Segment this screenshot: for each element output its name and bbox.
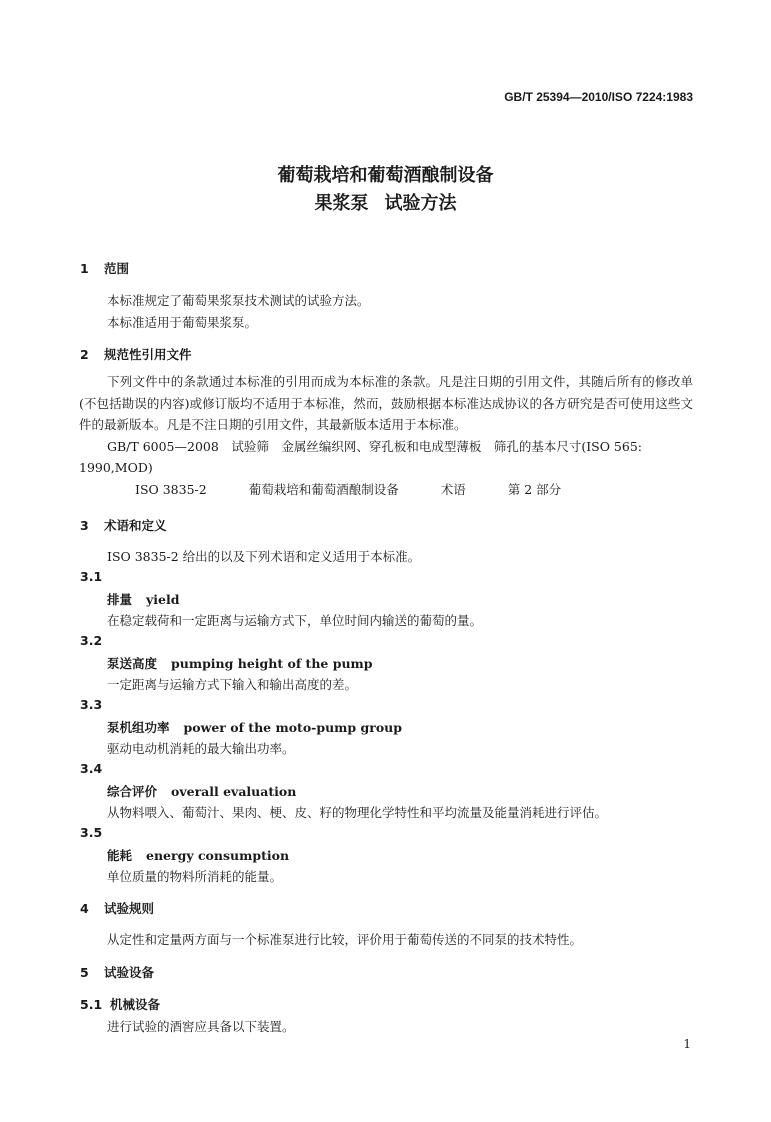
section-5-para: 进行试验的酒窖应具备以下装置。 [107, 1019, 295, 1034]
term-number: 3.2 [80, 633, 103, 648]
section-3-heading: 3 术语和定义 [80, 518, 167, 533]
reference-gbt-6005-cont: 1990,MOD) [79, 460, 153, 475]
section-4-heading: 4 试验规则 [80, 901, 155, 916]
subsection-5-1-heading: 5.1 机械设备 [80, 997, 161, 1012]
title-part-pulp-pump: 果浆泵 [314, 193, 369, 214]
section-1-para-2: 本标准适用于葡萄果浆泵。 [107, 315, 258, 330]
term-heading: 综合评价 overall evaluation [107, 784, 297, 799]
section-5-heading: 5 试验设备 [80, 965, 155, 980]
section-1-heading: 1 范围 [80, 261, 130, 276]
term-number: 3.5 [80, 825, 103, 840]
term-number: 3.4 [80, 761, 103, 776]
reference-iso-3835-2: ISO 3835-2 葡萄栽培和葡萄酒酿制设备 术语 第 2 部分 [135, 481, 562, 497]
term-definition: 单位质量的物料所消耗的能量。 [107, 869, 283, 884]
normative-references-para: 下列文件中的条款通过本标准的引用而成为本标准的条款。凡是注日期的引用文件，其随后所有的修改单(不包括勘误的内容)或修订版均不适用于本标准，然而，鼓励根据本标准达成协议的各方研究是否可使用这些文件的最新版本。凡是不注日期的引用文件，其最新版本适用于本标准。 [79, 374, 693, 432]
term-definition: 驱动电动机消耗的最大输出功率。 [107, 741, 295, 756]
document-title-line1: 葡萄栽培和葡萄酒酿制设备 [277, 165, 494, 186]
standard-number: GB/T 25394—2010/ISO 7224:1983 [504, 90, 693, 104]
section-4-para: 从定性和定量两方面与一个标准泵进行比较，评价用于葡萄传送的不同泵的技术特性。 [107, 932, 583, 947]
section-1-para-1: 本标准规定了葡萄果浆泵技术测试的试验方法。 [107, 293, 370, 308]
section-2-block [79, 371, 693, 500]
term-definition: 在稳定载荷和一定距离与运输方式下，单位时间内输送的葡萄的量。 [107, 613, 483, 628]
term-number: 3.1 [80, 569, 103, 584]
reference-gbt-6005: GB/T 6005—2008 试验筛 金属丝编织网、穿孔板和电成型薄板 筛孔的基本尺寸(ISO 565: [107, 438, 642, 454]
term-heading: 泵机组功率 power of the moto-pump group [107, 720, 402, 735]
term-number: 3.3 [80, 697, 103, 712]
term-definition: 一定距离与运输方式下输入和输出高度的差。 [107, 677, 358, 692]
term-heading: 能耗 energy consumption [107, 848, 290, 863]
section-3-intro: ISO 3835-2 给出的以及下列术语和定义适用于本标准。 [107, 549, 421, 564]
document-title-line2 [0, 189, 771, 215]
term-heading: 排量 yield [107, 592, 180, 607]
page-number: 1 [683, 1037, 691, 1051]
term-heading: 泵送高度 pumping height of the pump [107, 656, 373, 671]
section-2-heading: 2 规范性引用文件 [80, 347, 192, 362]
term-definition: 从物料喂入、葡萄汁、果肉、梗、皮、籽的物理化学特性和平均流量及能量消耗进行评估。 [107, 805, 608, 820]
title-part-test-method: 试验方法 [384, 193, 457, 214]
